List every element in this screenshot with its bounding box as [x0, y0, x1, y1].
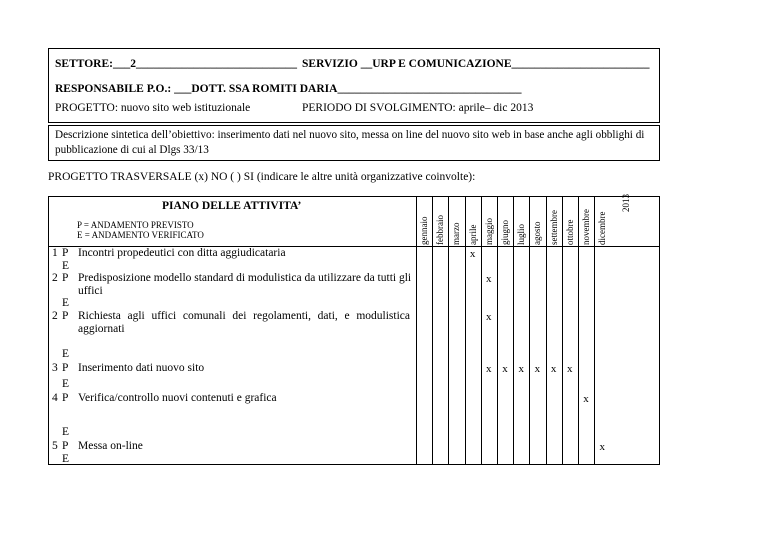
row-number: 2 — [52, 310, 58, 322]
activity-description: Inserimento dati nuovo sito — [78, 362, 205, 374]
servizio-label: SERVIZIO __URP E COMUNICAZIONE________________________ — [302, 58, 650, 70]
month-column-divider — [481, 196, 482, 464]
schedule-mark: x — [599, 441, 605, 453]
schedule-mark: x — [550, 363, 557, 375]
settore-label: SETTORE:___2____________________________ — [55, 58, 297, 70]
responsabile-label: RESPONSABILE P.O.: ___DOTT. SSA ROMITI DARIA________________________________ — [55, 83, 522, 95]
progetto-label: PROGETTO: nuovo sito web istituzionale — [55, 102, 251, 114]
month-column-divider — [448, 196, 449, 464]
activity-description: Richiesta agli uffici comunali dei regolamenti, dati, e modulistica — [78, 310, 410, 322]
activity-description: Predisposizione modello standard di modulistica da utilizzare da tutti gli — [78, 272, 412, 284]
legend-previsto: P = ANDAMENTO PREVISTO — [77, 220, 194, 230]
month-column-divider — [529, 196, 530, 464]
row-type: P — [62, 392, 69, 404]
schedule-mark: x — [486, 273, 492, 285]
row-type: P — [62, 362, 69, 374]
row-type: E — [62, 297, 70, 309]
legend-verificato: E = ANDAMENTO VERIFICATO — [77, 230, 204, 240]
activity-description: Verifica/controllo nuovi contenuti e grafica — [78, 392, 277, 404]
month-column-divider — [513, 196, 514, 464]
row-type: P — [62, 310, 69, 322]
month-label-gennaio: gennaio — [419, 216, 429, 245]
month-label-novembre: novembre — [581, 209, 591, 245]
month-label-agosto: agosto — [532, 221, 543, 245]
schedule-mark: x — [567, 363, 573, 375]
month-label-aprile: aprile — [467, 224, 478, 245]
row-number: 3 — [52, 362, 58, 374]
row-type: E — [62, 453, 70, 465]
descrizione-line-1: Descrizione sintetica dell’obiettivo: inserimento dati nel nuovo sito, messa on line del nuovo sito web in base anche agli obblighi di — [55, 129, 645, 141]
month-label-ottobre: ottobre — [564, 219, 575, 245]
month-column-divider — [578, 196, 579, 464]
schedule-mark: x — [502, 363, 508, 375]
schedule-mark: x — [486, 311, 492, 323]
row-type: P — [62, 247, 69, 259]
schedule-mark: x — [469, 248, 476, 260]
row-number: 5 — [52, 440, 58, 452]
schedule-mark: x — [518, 363, 524, 375]
month-column-divider — [465, 196, 466, 464]
month-column-divider — [497, 196, 498, 464]
row-type: E — [62, 426, 70, 438]
year-label: 2013 — [621, 194, 631, 212]
month-column-divider — [546, 196, 547, 464]
schedule-mark: x — [583, 393, 589, 405]
activity-description-cont: uffici — [78, 285, 103, 297]
row-number: 1 — [52, 247, 58, 259]
month-label-maggio: maggio — [483, 218, 494, 245]
row-type: P — [62, 440, 69, 452]
month-column-divider — [594, 196, 595, 464]
activity-description: Incontri propedeutici con ditta aggiudicataria — [78, 247, 286, 259]
periodo-label: PERIODO DI SVOLGIMENTO: aprile– dic 2013 — [302, 102, 534, 114]
row-type: P — [62, 272, 69, 284]
month-column-divider — [562, 196, 563, 464]
month-label-dicembre: dicembre — [597, 211, 608, 245]
schedule-mark: x — [486, 363, 492, 375]
piano-title: PIANO DELLE ATTIVITA’ — [162, 200, 302, 212]
activity-description-cont: aggiornati — [78, 323, 125, 335]
month-label-settembre: settembre — [548, 210, 559, 245]
row-type: E — [62, 378, 70, 390]
month-label-febbraio: febbraio — [435, 215, 446, 245]
schedule-mark: x — [534, 363, 541, 375]
descrizione-line-2: pubblicazione di cui al Dlgs 33/13 — [55, 144, 209, 156]
month-label-giugno: giugno — [500, 219, 510, 245]
month-column-divider — [432, 196, 433, 464]
row-number: 2 — [52, 272, 58, 284]
month-label-marzo: marzo — [451, 222, 462, 245]
progetto-trasversale: PROGETTO TRASVERSALE (x) NO ( ) SI (indicare le altre unità organizzative coinvolte): — [48, 171, 476, 183]
month-label-luglio: luglio — [516, 223, 527, 245]
row-type: E — [62, 348, 70, 360]
row-type: E — [62, 260, 70, 272]
row-number: 4 — [52, 392, 58, 404]
activity-description: Messa on-line — [78, 440, 143, 452]
